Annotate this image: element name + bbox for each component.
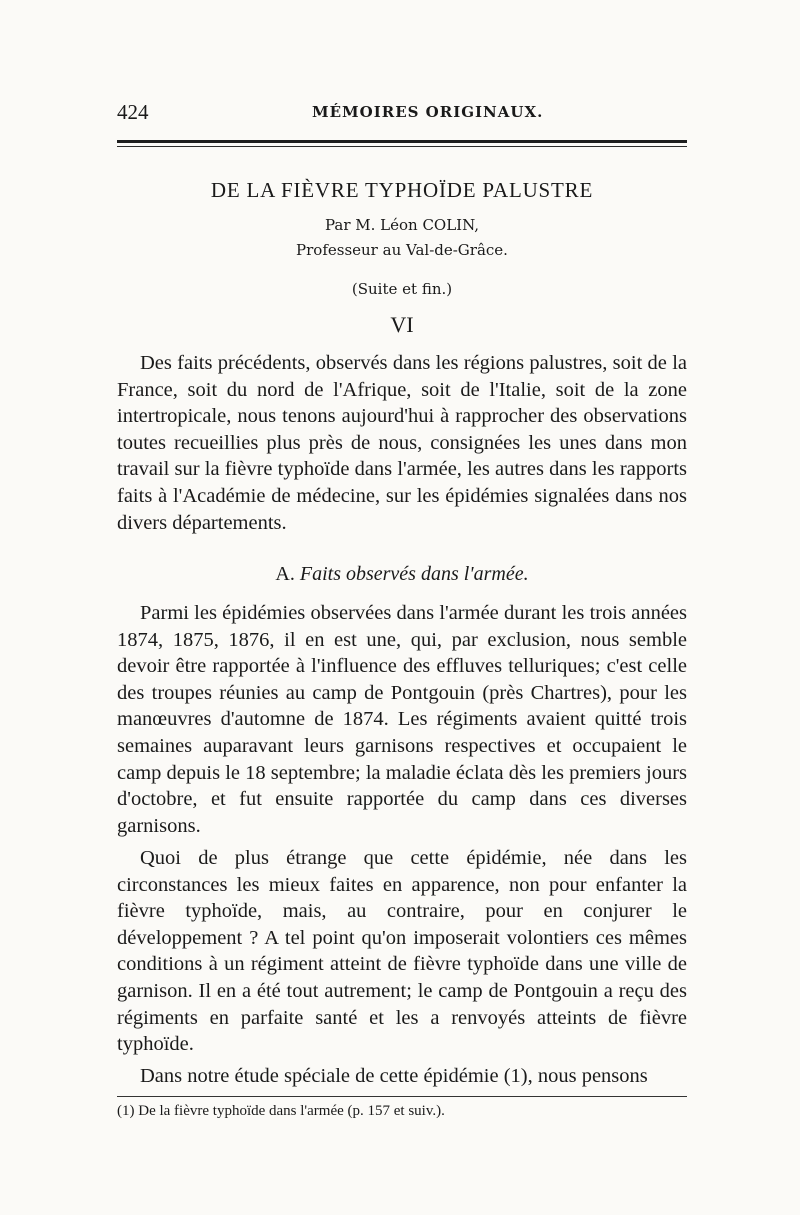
footnote: (1) De la fièvre typhoïde dans l'armée (p. 157 et suiv.).: [117, 1103, 445, 1119]
continuation-note: (Suite et fin.): [351, 280, 453, 298]
author-line: Par M. Léon COLIN,: [324, 216, 480, 234]
running-title: MÉMOIRES ORIGINAUX.: [312, 103, 544, 121]
subheading-text: Faits observés dans l'armée.: [299, 563, 529, 585]
running-head: [117, 100, 687, 128]
body-paragraph-4: [117, 1063, 687, 1090]
article-title: DE LA FIÈVRE TYPHOÏDE PALUSTRE: [210, 178, 594, 202]
author-affiliation: Professeur au Val-de-Grâce.: [296, 241, 508, 259]
header-rule-thin: [117, 146, 687, 147]
page-number: 424: [117, 100, 149, 124]
paragraph-text: Parmi les épidémies observées dans l'armée durant les trois années 1874, 1875, 1876, il en est une, qui, par exclusion, nous semble devoir être rapportée à l'influence des effluves telluriques; c'est celle des troupes réunies au camp de Pontgouin (près Chartres), pour les manœuvres d'automne de 1874. Les régiments avaient quitté trois semaines auparavant leurs garnisons respectives et occupaient le camp depuis le 18 septembre; la maladie éclata dès les premiers jours d'octobre, et fut ensuite rapportée du camp dans ces diverses garnisons.: [117, 602, 687, 837]
paragraph-text: Dans notre étude spéciale de cette épidémie (1), nous pensons: [140, 1065, 648, 1087]
paragraph-text: Des faits précédents, observés dans les régions palustres, soit de la France, soit du nord de l'Afrique, soit de l'Italie, soit de la zone intertropicale, nous tenons aujourd'hui à rapprocher des observations toutes recueillies plus près de nous, consignées les unes dans mon travail sur la fièvre typhoïde dans l'armée, les autres dans les rapports faits à l'Académie de médecine, sur les épidémies signalées dans nos divers départements.: [117, 352, 687, 534]
subheading-letter: A.: [275, 563, 295, 585]
footnote-rule: [117, 1096, 687, 1097]
subheading: [117, 563, 687, 586]
body-paragraph-1: [117, 350, 687, 536]
body-paragraph-2: [117, 600, 687, 839]
header-rule-thick: [117, 140, 687, 143]
section-numeral: VI: [390, 312, 414, 337]
paragraph-text: Quoi de plus étrange que cette épidémie, née dans les circonstances les mieux faites en apparence, non pour enfanter la fièvre typhoïde, mais, au contraire, pour en conjurer le développement ? A tel point qu'on imposerait volontiers ces mêmes conditions à un régiment atteint de fièvre typhoïde dans une ville de garnison. Il en a été tout autrement; le camp de Pontgouin a reçu des régiments en parfaite santé et les a renvoyés atteints de fièvre typhoïde.: [117, 847, 687, 1056]
body-paragraph-3: [117, 845, 687, 1058]
